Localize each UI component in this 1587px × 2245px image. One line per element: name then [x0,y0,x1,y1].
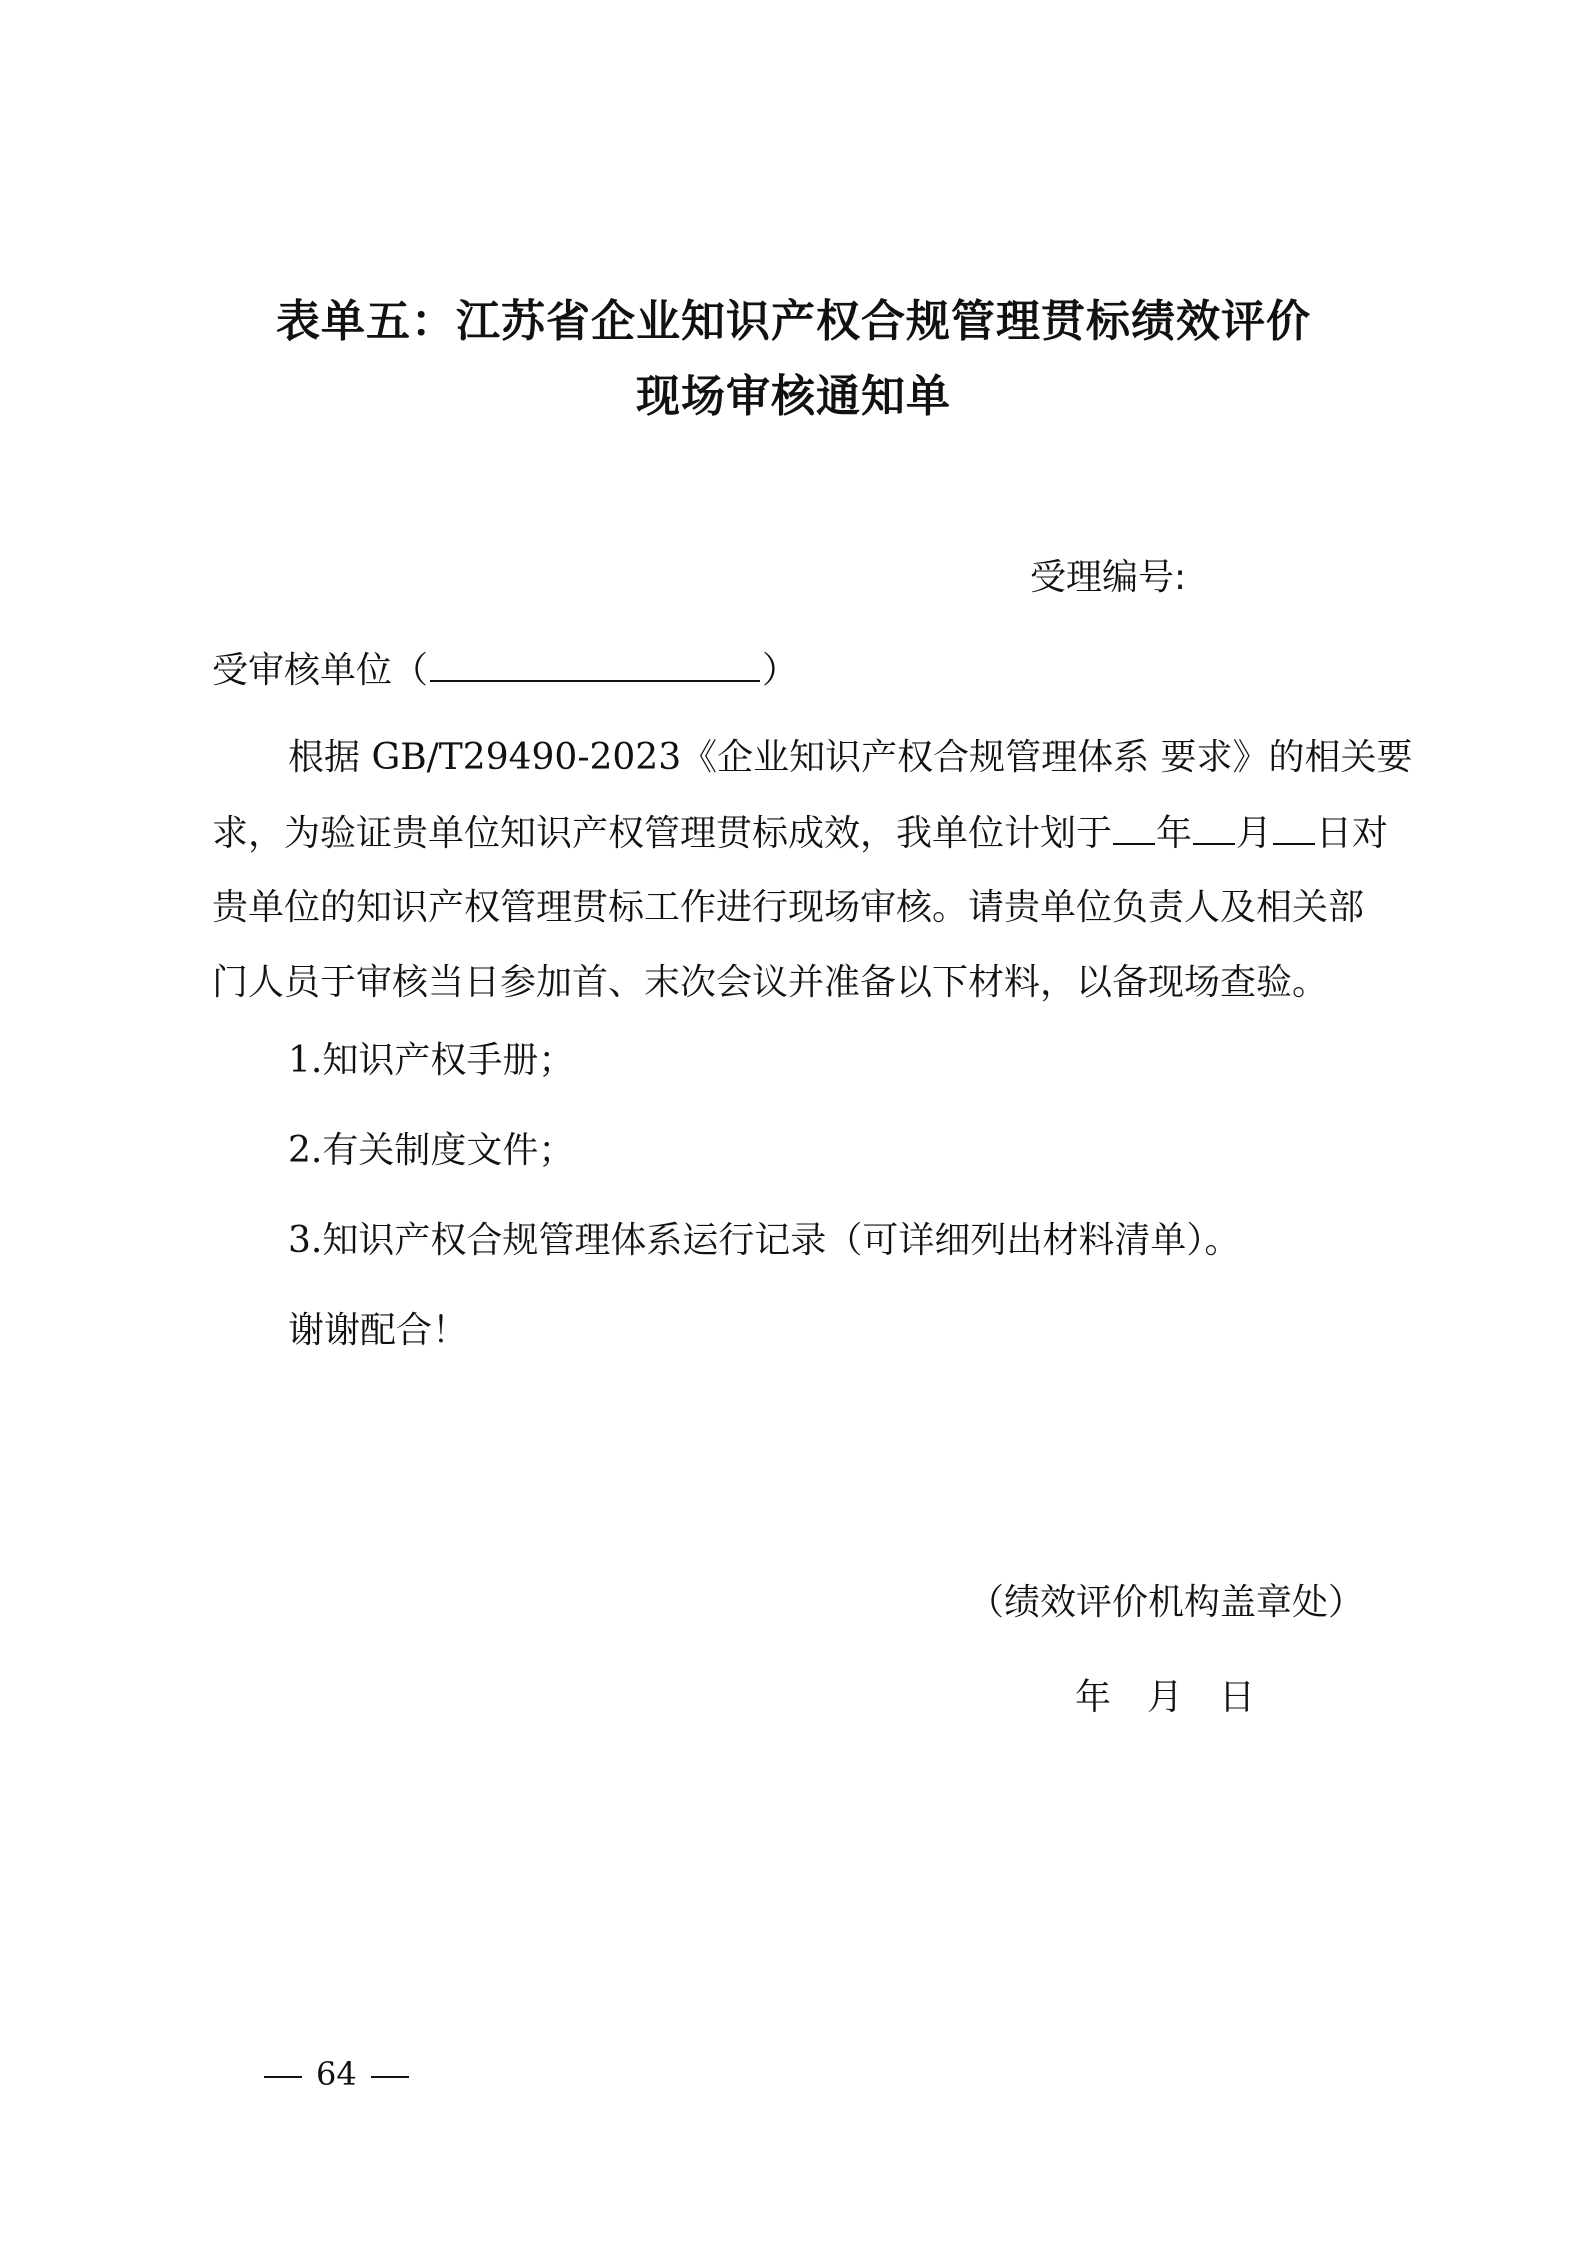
paragraph-line-1 [288,737,1413,778]
document-title-line-2: 现场审核通知单 [636,371,951,422]
para-line1-part-b: 《企业知识产权合规管理体系 要求》的相关要 [681,737,1413,778]
item3-number: 3. [288,1220,323,1261]
page-number: 64 [316,2055,357,2093]
month-label: 月 [1236,813,1273,854]
audited-unit-close: ） [762,650,799,691]
material-item-3 [288,1220,1241,1261]
paragraph-line-2 [212,815,1402,852]
page-number-right-dash [371,2076,409,2078]
seal-placeholder-text: （绩效评价机构盖章处） [968,1582,1365,1623]
material-item-2 [288,1130,575,1171]
audited-unit-line [212,650,798,689]
page-number-left-dash [264,2076,302,2078]
audited-unit-blank [430,650,760,682]
acceptance-number-label: 受理编号: [1030,557,1187,598]
day-blank [1273,815,1315,845]
document-title-line-1: 表单五：江苏省企业知识产权合规管理贯标绩效评价 [276,296,1311,347]
standard-code: GB/T29490-2023 [371,737,682,778]
item1-text: 知识产权手册； [322,1040,575,1081]
year-blank [1113,815,1155,845]
paragraph-line-4: 门人员于审核当日参加首、末次会议并准备以下材料，以备现场查验。 [212,962,1329,1003]
date-month-label: 月 [1147,1677,1184,1718]
thanks-text: 谢谢配合！ [288,1310,469,1351]
year-label: 年 [1156,813,1193,854]
item2-text: 有关制度文件； [322,1130,575,1171]
para-line1-part-a: 根据 [288,737,372,778]
month-blank [1193,815,1235,845]
day-label: 日对 [1316,813,1389,854]
item1-number: 1. [288,1040,323,1081]
audited-unit-label: 受审核单位（ [212,650,429,691]
para-line2-part-a: 求，为验证贵单位知识产权管理贯标成效，我单位计划于 [212,813,1113,854]
material-item-1 [288,1040,575,1081]
signature-date-line [1075,1677,1256,1718]
date-year-label: 年 [1075,1677,1112,1718]
page-number-footer [250,2055,423,2093]
item3-text: 知识产权合规管理体系运行记录（可详细列出材料清单）。 [322,1220,1241,1261]
item2-number: 2. [288,1130,323,1171]
date-day-label: 日 [1219,1677,1256,1718]
paragraph-line-3: 贵单位的知识产权管理贯标工作进行现场审核。请贵单位负责人及相关部 [212,887,1365,928]
